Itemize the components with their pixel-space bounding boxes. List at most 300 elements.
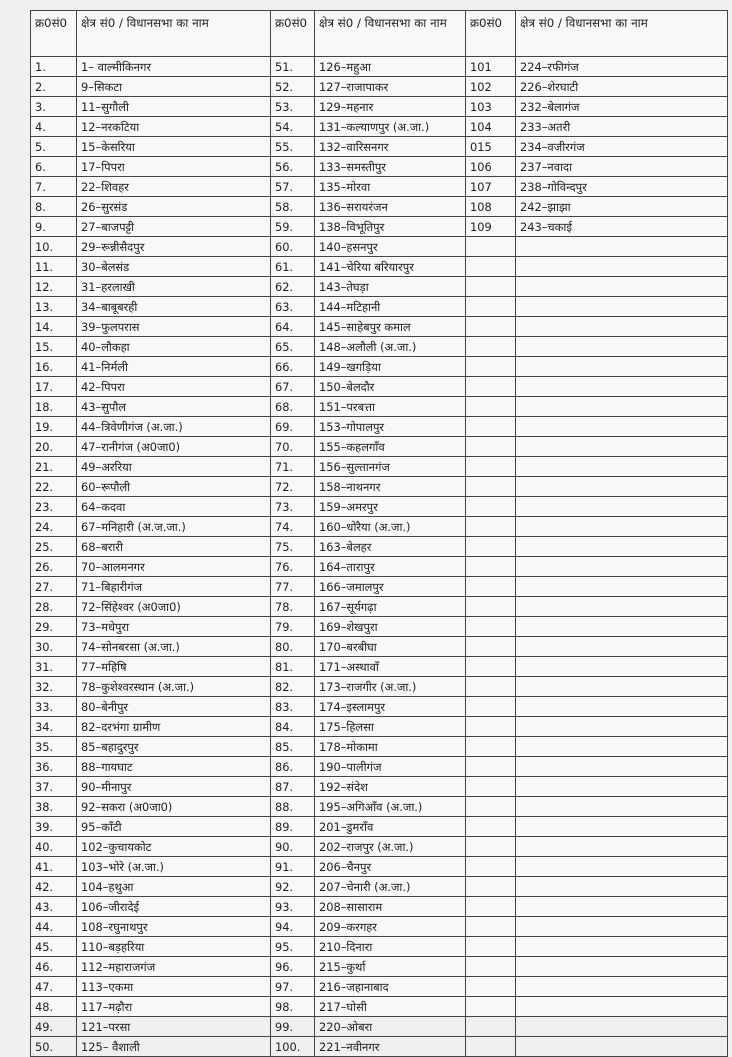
constituency-cell: 242–झाझा	[516, 197, 728, 217]
table-row	[31, 577, 728, 597]
serial-cell: 76.	[271, 557, 315, 577]
serial-cell	[466, 497, 516, 517]
constituency-cell: 133–समस्तीपुर	[315, 157, 466, 177]
serial-cell	[466, 957, 516, 977]
serial-cell: 7.	[31, 177, 77, 197]
serial-cell: 8.	[31, 197, 77, 217]
constituency-cell: 77–महिषि	[77, 657, 271, 677]
table-row	[31, 617, 728, 637]
serial-cell: 85.	[271, 737, 315, 757]
serial-cell: 19.	[31, 417, 77, 437]
constituency-cell	[516, 697, 728, 717]
table-row	[31, 757, 728, 777]
constituency-cell: 207–चेनारी (अ.जा.)	[315, 877, 466, 897]
constituency-cell	[516, 737, 728, 757]
serial-cell: 5.	[31, 137, 77, 157]
constituency-cell: 127–राजापाकर	[315, 77, 466, 97]
constituency-cell: 221–नवीनगर	[315, 1037, 466, 1057]
serial-cell: 2.	[31, 77, 77, 97]
constituency-cell	[516, 957, 728, 977]
constituency-cell: 1– वाल्मीकिनगर	[77, 57, 271, 77]
serial-cell: 17.	[31, 377, 77, 397]
constituency-cell: 135–मोरवा	[315, 177, 466, 197]
constituency-cell: 233–अतरी	[516, 117, 728, 137]
serial-cell	[466, 297, 516, 317]
serial-cell	[466, 557, 516, 577]
serial-cell	[466, 577, 516, 597]
constituency-cell: 47–रानीगंज (अ0जा0)	[77, 437, 271, 457]
constituency-cell: 27–बाजपट्टी	[77, 217, 271, 237]
constituency-cell: 68–बरारी	[77, 537, 271, 557]
serial-cell: 107	[466, 177, 516, 197]
table-row	[31, 357, 728, 377]
serial-cell: 88.	[271, 797, 315, 817]
serial-cell: 13.	[31, 297, 77, 317]
table-row	[31, 297, 728, 317]
serial-cell: 72.	[271, 477, 315, 497]
constituency-cell: 34–बाबूबरही	[77, 297, 271, 317]
constituency-cell: 64–कदवा	[77, 497, 271, 517]
constituency-cell: 164–तारापुर	[315, 557, 466, 577]
constituency-cell	[516, 617, 728, 637]
table-row	[31, 237, 728, 257]
table-row	[31, 957, 728, 977]
serial-cell: 23.	[31, 497, 77, 517]
table-body	[31, 57, 728, 1057]
constituency-cell: 148–अलौली (अ.जा.)	[315, 337, 466, 357]
constituency-cell: 158–नाथनगर	[315, 477, 466, 497]
serial-cell: 49.	[31, 1017, 77, 1037]
serial-cell	[466, 937, 516, 957]
constituency-cell: 206–चैनपुर	[315, 857, 466, 877]
constituency-cell: 195–अगिआँव (अ.जा.)	[315, 797, 466, 817]
table-row	[31, 417, 728, 437]
serial-cell: 56.	[271, 157, 315, 177]
table-row	[31, 437, 728, 457]
serial-cell	[466, 797, 516, 817]
serial-cell: 109	[466, 217, 516, 237]
serial-cell: 66.	[271, 357, 315, 377]
serial-cell: 53.	[271, 97, 315, 117]
table-row	[31, 517, 728, 537]
serial-cell	[466, 677, 516, 697]
serial-cell: 11.	[31, 257, 77, 277]
constituency-cell: 131–कल्याणपुर (अ.जा.)	[315, 117, 466, 137]
serial-cell: 32.	[31, 677, 77, 697]
serial-cell: 10.	[31, 237, 77, 257]
constituency-cell: 160–धोरैया (अ.जा.)	[315, 517, 466, 537]
serial-cell: 92.	[271, 877, 315, 897]
constituency-cell: 156–सुल्तानगंज	[315, 457, 466, 477]
serial-cell	[466, 317, 516, 337]
constituency-cell: 210–दिनारा	[315, 937, 466, 957]
serial-cell: 36.	[31, 757, 77, 777]
serial-cell	[466, 997, 516, 1017]
serial-cell: 24.	[31, 517, 77, 537]
serial-cell: 52.	[271, 77, 315, 97]
constituency-cell: 136–सरायरंजन	[315, 197, 466, 217]
constituency-cell: 145–साहेबपुर कमाल	[315, 317, 466, 337]
serial-header: क्र0सं0	[466, 11, 516, 57]
constituency-cell	[516, 477, 728, 497]
serial-cell: 15.	[31, 337, 77, 357]
table-row	[31, 777, 728, 797]
serial-cell: 65.	[271, 337, 315, 357]
constituency-cell	[516, 837, 728, 857]
name-header: क्षेत्र सं0 / विधानसभा का नाम	[516, 11, 728, 57]
constituency-cell: 132–वारिसनगर	[315, 137, 466, 157]
constituency-cell: 103–भोरे (अ.जा.)	[77, 857, 271, 877]
serial-cell: 31.	[31, 657, 77, 677]
table-row	[31, 737, 728, 757]
serial-cell: 75.	[271, 537, 315, 557]
serial-cell: 41.	[31, 857, 77, 877]
constituency-cell: 174–इस्लामपुर	[315, 697, 466, 717]
constituency-cell: 31–हरलाखी	[77, 277, 271, 297]
table-row	[31, 997, 728, 1017]
serial-cell: 101	[466, 57, 516, 77]
constituency-cell: 144–मटिहानी	[315, 297, 466, 317]
constituency-cell: 49–अररिया	[77, 457, 271, 477]
serial-cell: 40.	[31, 837, 77, 857]
constituency-cell: 149–खगड़िया	[315, 357, 466, 377]
table-row	[31, 877, 728, 897]
constituency-cell: 43–सुपौल	[77, 397, 271, 417]
table-row	[31, 897, 728, 917]
serial-cell: 102	[466, 77, 516, 97]
constituency-cell: 202–राजपुर (अ.जा.)	[315, 837, 466, 857]
constituency-cell: 71–बिहारीगंज	[77, 577, 271, 597]
serial-cell	[466, 337, 516, 357]
constituency-cell: 106–जीरादेई	[77, 897, 271, 917]
serial-cell: 9.	[31, 217, 77, 237]
serial-cell: 78.	[271, 597, 315, 617]
serial-cell	[466, 1037, 516, 1057]
constituency-cell	[516, 757, 728, 777]
serial-cell: 106	[466, 157, 516, 177]
serial-cell	[466, 777, 516, 797]
serial-cell: 81.	[271, 657, 315, 677]
constituency-cell	[516, 677, 728, 697]
constituency-cell: 60–रूपौली	[77, 477, 271, 497]
serial-cell: 87.	[271, 777, 315, 797]
constituency-cell	[516, 717, 728, 737]
constituency-cell: 29–रून्नीसैदपुर	[77, 237, 271, 257]
constituency-cell	[516, 937, 728, 957]
constituency-cell: 208–सासाराम	[315, 897, 466, 917]
constituency-cell: 237–नवादा	[516, 157, 728, 177]
constituency-cell: 78–कुशेश्वरस्थान (अ.जा.)	[77, 677, 271, 697]
serial-cell: 61.	[271, 257, 315, 277]
table-row	[31, 157, 728, 177]
constituency-cell	[516, 997, 728, 1017]
constituency-cell	[516, 257, 728, 277]
constituency-cell: 224–रफीगंज	[516, 57, 728, 77]
serial-cell: 22.	[31, 477, 77, 497]
table-row	[31, 637, 728, 657]
table-row	[31, 137, 728, 157]
constituency-cell: 209–करगहर	[315, 917, 466, 937]
serial-cell: 60.	[271, 237, 315, 257]
serial-cell: 16.	[31, 357, 77, 377]
serial-cell	[466, 377, 516, 397]
constituency-cell: 117–मढ़ौरा	[77, 997, 271, 1017]
table-row	[31, 277, 728, 297]
constituency-cell: 153–गोपालपुर	[315, 417, 466, 437]
serial-cell: 99.	[271, 1017, 315, 1037]
constituency-cell: 88–गायघाट	[77, 757, 271, 777]
constituency-cell: 40–लौकहा	[77, 337, 271, 357]
serial-cell: 015	[466, 137, 516, 157]
table-row	[31, 257, 728, 277]
constituency-cell: 39–फुलपरास	[77, 317, 271, 337]
serial-cell: 6.	[31, 157, 77, 177]
serial-cell	[466, 877, 516, 897]
table-row	[31, 917, 728, 937]
serial-cell: 18.	[31, 397, 77, 417]
serial-cell: 35.	[31, 737, 77, 757]
constituency-cell	[516, 897, 728, 917]
constituency-cell: 44–त्रिवेणीगंज (अ.जा.)	[77, 417, 271, 437]
serial-cell	[466, 757, 516, 777]
table-row	[31, 677, 728, 697]
serial-cell: 12.	[31, 277, 77, 297]
table-row	[31, 97, 728, 117]
serial-cell: 30.	[31, 637, 77, 657]
constituency-cell: 216–जहानाबाद	[315, 977, 466, 997]
constituency-cell: 201–डुमराँव	[315, 817, 466, 837]
constituency-cell: 190–पालीगंज	[315, 757, 466, 777]
constituency-cell	[516, 377, 728, 397]
serial-cell: 46.	[31, 957, 77, 977]
constituency-cell: 108–रघुनाथपुर	[77, 917, 271, 937]
serial-cell: 25.	[31, 537, 77, 557]
constituency-cell: 85–बहादुरपुर	[77, 737, 271, 757]
constituency-cell: 173–राजगीर (अ.जा.)	[315, 677, 466, 697]
table-row	[31, 717, 728, 737]
constituency-cell: 167–सूर्यगढ़ा	[315, 597, 466, 617]
serial-cell: 26.	[31, 557, 77, 577]
serial-cell	[466, 237, 516, 257]
constituency-cell	[516, 1017, 728, 1037]
table-row	[31, 537, 728, 557]
constituency-cell	[516, 237, 728, 257]
serial-cell: 20.	[31, 437, 77, 457]
table-row	[31, 217, 728, 237]
table-row	[31, 817, 728, 837]
serial-cell: 73.	[271, 497, 315, 517]
constituency-cell	[516, 577, 728, 597]
constituency-cell: 70–आलमनगर	[77, 557, 271, 577]
serial-cell: 95.	[271, 937, 315, 957]
table-row	[31, 1017, 728, 1037]
constituency-cell	[516, 817, 728, 837]
serial-cell: 83.	[271, 697, 315, 717]
constituency-cell: 74–सोनबरसा (अ.जा.)	[77, 637, 271, 657]
serial-cell	[466, 637, 516, 657]
constituency-cell: 12–नरकटिया	[77, 117, 271, 137]
constituency-cell	[516, 417, 728, 437]
serial-cell: 48.	[31, 997, 77, 1017]
table-row	[31, 797, 728, 817]
constituency-cell: 192–संदेश	[315, 777, 466, 797]
serial-cell	[466, 397, 516, 417]
serial-cell	[466, 537, 516, 557]
serial-cell	[466, 617, 516, 637]
constituency-cell: 163–बेलहर	[315, 537, 466, 557]
constituency-cell: 80–बेनीपुर	[77, 697, 271, 717]
serial-cell: 1.	[31, 57, 77, 77]
constituency-cell	[516, 557, 728, 577]
serial-cell	[466, 517, 516, 537]
constituency-cell: 126–महुआ	[315, 57, 466, 77]
table-row	[31, 57, 728, 77]
constituency-cell: 17–पिपरा	[77, 157, 271, 177]
table-row	[31, 697, 728, 717]
table-row	[31, 317, 728, 337]
serial-cell: 100.	[271, 1037, 315, 1057]
serial-cell: 74.	[271, 517, 315, 537]
table-row	[31, 197, 728, 217]
serial-cell	[466, 817, 516, 837]
constituency-cell: 9–सिकटा	[77, 77, 271, 97]
constituency-cell	[516, 497, 728, 517]
serial-cell	[466, 257, 516, 277]
constituency-cell	[516, 657, 728, 677]
serial-cell	[466, 437, 516, 457]
serial-cell: 79.	[271, 617, 315, 637]
serial-cell: 90.	[271, 837, 315, 857]
constituency-cell: 175–हिलसा	[315, 717, 466, 737]
serial-header: क्र0सं0	[31, 11, 77, 57]
constituency-cell	[516, 437, 728, 457]
constituency-cell	[516, 877, 728, 897]
serial-cell: 63.	[271, 297, 315, 317]
constituency-cell	[516, 1037, 728, 1057]
serial-cell: 27.	[31, 577, 77, 597]
table-row	[31, 937, 728, 957]
serial-cell: 34.	[31, 717, 77, 737]
constituency-cell: 234–वजीरगंज	[516, 137, 728, 157]
constituency-cell: 102–कुचायकोट	[77, 837, 271, 857]
constituency-cell: 150–बेलदौर	[315, 377, 466, 397]
constituency-cell: 42–पिपरा	[77, 377, 271, 397]
serial-cell: 28.	[31, 597, 77, 617]
serial-cell	[466, 1017, 516, 1037]
serial-header: क्र0सं0	[271, 11, 315, 57]
serial-cell: 94.	[271, 917, 315, 937]
serial-cell: 29.	[31, 617, 77, 637]
serial-cell: 45.	[31, 937, 77, 957]
serial-cell: 38.	[31, 797, 77, 817]
serial-cell	[466, 977, 516, 997]
constituency-cell: 82–दरभंगा ग्रामीण	[77, 717, 271, 737]
constituency-cell: 138–विभूतिपुर	[315, 217, 466, 237]
table-row	[31, 837, 728, 857]
constituency-cell: 22–शिवहर	[77, 177, 271, 197]
constituency-cell: 92–सकरा (अ0जा0)	[77, 797, 271, 817]
serial-cell: 50.	[31, 1037, 77, 1057]
serial-cell: 54.	[271, 117, 315, 137]
header-row	[31, 11, 728, 57]
serial-cell: 82.	[271, 677, 315, 697]
constituency-cell: 125– वैशाली	[77, 1037, 271, 1057]
serial-cell	[466, 457, 516, 477]
constituency-cell: 143–तेघड़ा	[315, 277, 466, 297]
constituency-cell	[516, 777, 728, 797]
table-row	[31, 397, 728, 417]
table-row	[31, 977, 728, 997]
name-header: क्षेत्र सं0 / विधानसभा का नाम	[315, 11, 466, 57]
constituency-cell: 171–अस्थावाँ	[315, 657, 466, 677]
constituency-cell: 41–निर्मली	[77, 357, 271, 377]
serial-cell: 71.	[271, 457, 315, 477]
serial-cell	[466, 697, 516, 717]
table-row	[31, 77, 728, 97]
serial-cell: 33.	[31, 697, 77, 717]
constituency-cell	[516, 457, 728, 477]
serial-cell	[466, 357, 516, 377]
constituency-table	[30, 10, 728, 1057]
constituency-cell: 151–परबत्ता	[315, 397, 466, 417]
constituency-cell: 217–घोसी	[315, 997, 466, 1017]
constituency-cell: 238–गोविन्दपुर	[516, 177, 728, 197]
table-row	[31, 457, 728, 477]
serial-cell: 62.	[271, 277, 315, 297]
constituency-cell: 72–सिंहेश्वर (अ0जा0)	[77, 597, 271, 617]
serial-cell	[466, 717, 516, 737]
serial-cell: 39.	[31, 817, 77, 837]
constituency-cell: 67–मनिहारी (अ.ज.जा.)	[77, 517, 271, 537]
serial-cell: 47.	[31, 977, 77, 997]
constituency-cell: 112–महाराजगंज	[77, 957, 271, 977]
serial-cell: 97.	[271, 977, 315, 997]
constituency-cell: 140–हसनपुर	[315, 237, 466, 257]
serial-cell	[466, 597, 516, 617]
serial-cell: 108	[466, 197, 516, 217]
serial-cell	[466, 897, 516, 917]
name-header: क्षेत्र सं0 / विधानसभा का नाम	[77, 11, 271, 57]
serial-cell: 98.	[271, 997, 315, 1017]
table-row	[31, 477, 728, 497]
constituency-cell	[516, 797, 728, 817]
serial-cell	[466, 857, 516, 877]
constituency-cell: 220–ओबरा	[315, 1017, 466, 1037]
constituency-cell: 215–कुर्था	[315, 957, 466, 977]
serial-cell: 77.	[271, 577, 315, 597]
constituency-cell: 170–बरबीघा	[315, 637, 466, 657]
constituency-cell	[516, 857, 728, 877]
constituency-cell	[516, 277, 728, 297]
serial-cell	[466, 917, 516, 937]
constituency-cell: 11–सुगौली	[77, 97, 271, 117]
constituency-cell: 226–शेरघाटी	[516, 77, 728, 97]
constituency-cell: 166–जमालपुर	[315, 577, 466, 597]
constituency-cell: 30–बेलसंड	[77, 257, 271, 277]
constituency-cell: 155–कहलगाँव	[315, 437, 466, 457]
serial-cell: 42.	[31, 877, 77, 897]
constituency-cell: 95–काँटी	[77, 817, 271, 837]
serial-cell: 4.	[31, 117, 77, 137]
constituency-cell	[516, 337, 728, 357]
serial-cell: 91.	[271, 857, 315, 877]
serial-cell: 84.	[271, 717, 315, 737]
constituency-cell: 26–सुरसंड	[77, 197, 271, 217]
table-row	[31, 177, 728, 197]
serial-cell: 93.	[271, 897, 315, 917]
serial-cell	[466, 837, 516, 857]
serial-cell: 70.	[271, 437, 315, 457]
